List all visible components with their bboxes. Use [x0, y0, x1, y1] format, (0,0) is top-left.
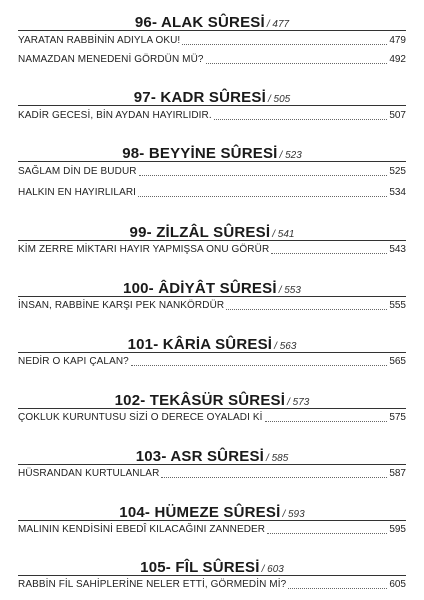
toc-entry-page: 565 [389, 356, 406, 367]
toc-entry-page: 534 [389, 187, 406, 198]
section-title: 104- HÜMEZE SÛRESİ [119, 504, 281, 521]
dot-leader [161, 477, 387, 478]
section-page-number: / 477 [266, 19, 290, 30]
toc-entry[interactable] [18, 185, 406, 199]
toc-entry[interactable] [18, 298, 406, 312]
section-page-number: / 523 [279, 150, 302, 161]
toc-entry-text: NEDİR O KAPI ÇALAN? [18, 356, 129, 367]
section-divider [18, 464, 406, 465]
section-divider [18, 296, 406, 297]
toc-entry-text: MALININ KENDİSİNİ EBEDÎ KILACAĞINI ZANNEDER [18, 524, 266, 535]
section-divider [18, 352, 406, 353]
dot-leader [138, 196, 387, 197]
toc-entry[interactable] [18, 577, 406, 591]
section-title: 96- ALAK SÛRESİ [134, 14, 265, 31]
dot-leader [226, 309, 387, 310]
section-page-number: / 505 [267, 94, 291, 105]
dot-leader [267, 533, 387, 534]
toc-entry-text: ÇOKLUK KURUNTUSU SİZİ O DERECE OYALADI Kİ [18, 412, 263, 423]
toc-entry-page: 507 [389, 110, 406, 121]
section-title: 101- KÂRİA SÛRESİ [127, 336, 273, 353]
toc-entry[interactable] [18, 52, 406, 66]
section-page-number: / 573 [287, 397, 310, 408]
section-page-number: / 553 [278, 285, 301, 296]
toc-entry-text: RABBİN FİL SAHİPLERİNE NELER ETTİ, GÖRMEDİN Mİ? [18, 579, 287, 590]
toc-entry-page: 605 [389, 579, 406, 590]
section-divider [18, 520, 406, 521]
toc-entry-page: 595 [389, 524, 406, 535]
dot-leader [206, 63, 388, 64]
toc-entry[interactable] [18, 466, 406, 480]
section-page-number: / 603 [261, 564, 284, 575]
section-title: 105- FÎL SÛRESİ [140, 559, 260, 576]
toc-entry-text: KADİR GECESİ, BİN AYDAN HAYIRLIDIR. [18, 110, 212, 121]
section-divider [18, 240, 406, 241]
toc-entry-page: 555 [389, 300, 406, 311]
toc-entry[interactable] [18, 33, 406, 47]
toc-entry-page: 479 [389, 35, 406, 46]
section-divider [18, 575, 406, 576]
dot-leader [265, 421, 388, 422]
toc-entry[interactable] [18, 242, 406, 256]
section-title: 99- ZİLZÂL SÛRESİ [129, 224, 271, 241]
section-divider [18, 30, 406, 31]
section-page-number: / 585 [266, 453, 289, 464]
toc-entry-page: 492 [389, 54, 406, 65]
dot-leader [131, 365, 387, 366]
toc-entry-page: 575 [389, 412, 406, 423]
section-page-number: / 593 [282, 509, 305, 520]
toc-entry-text: KİM ZERRE MİKTARI HAYIR YAPMIŞSA ONU GÖRÜR [18, 244, 270, 255]
section-divider [18, 161, 406, 162]
toc-entry[interactable] [18, 354, 406, 368]
dot-leader [139, 175, 388, 176]
toc-entry-text: SAĞLAM DİN DE BUDUR [18, 166, 137, 177]
toc-entry-text: İNSAN, RABBİNE KARŞI PEK NANKÖRDÜR [18, 300, 225, 311]
section-title: 98- BEYYİNE SÛRESİ [122, 145, 278, 162]
toc-entry[interactable] [18, 410, 406, 424]
toc-entry-text: HÜSRANDAN KURTULANLAR [18, 468, 160, 479]
toc-entry[interactable] [18, 522, 406, 536]
dot-leader [288, 588, 387, 589]
dot-leader [271, 253, 387, 254]
section-title: 100- ÂDİYÂT SÛRESİ [123, 280, 277, 297]
section-title: 102- TEKÂSÜR SÛRESİ [114, 392, 286, 409]
toc-entry-page: 587 [389, 468, 406, 479]
section-page-number: / 563 [274, 341, 297, 352]
toc-entry-text: HALKIN EN HAYIRLILARI [18, 187, 137, 198]
section-title: 103- ASR SÛRESİ [135, 448, 265, 465]
toc-entry[interactable] [18, 164, 406, 178]
toc-entry-page: 525 [389, 166, 406, 177]
section-divider [18, 105, 406, 106]
section-title: 97- KADR SÛRESİ [133, 89, 266, 106]
dot-leader [214, 119, 388, 120]
toc-entry-text: YARATAN RABBİNİN ADIYLA OKU! [18, 35, 181, 46]
toc-entry[interactable] [18, 108, 406, 122]
section-page-number: / 541 [272, 229, 295, 240]
toc-entry-page: 543 [389, 244, 406, 255]
section-divider [18, 408, 406, 409]
dot-leader [182, 44, 387, 45]
toc-entry-text: NAMAZDAN MENEDENİ GÖRDÜN MÜ? [18, 54, 204, 65]
